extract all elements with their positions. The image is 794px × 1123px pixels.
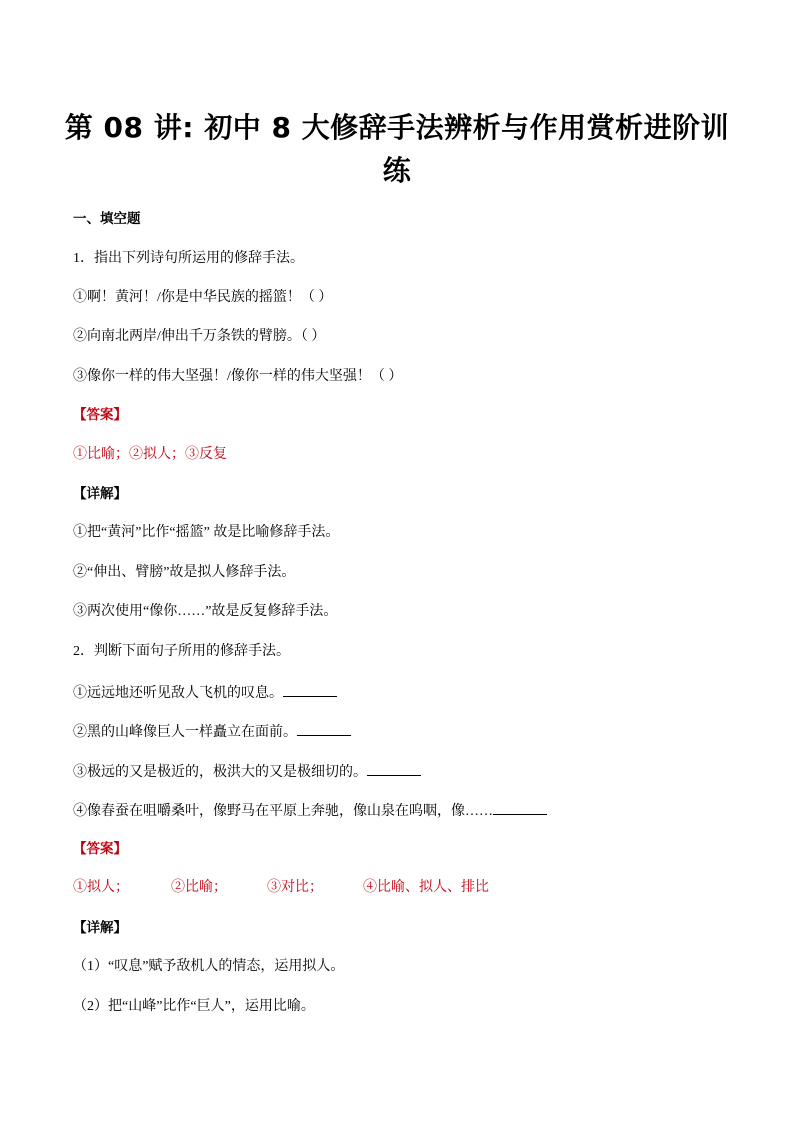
answer-text-1: ①比喻；②拟人；③反复 xyxy=(73,447,227,462)
answer-blank[interactable] xyxy=(283,682,337,697)
detail-label-2: 【详解】 xyxy=(73,920,127,936)
answer-2-part-4: ④比喻、拟人、排比 xyxy=(363,880,489,895)
answer-label-1: 【答案】 xyxy=(73,407,127,423)
question-2-item-3-text: ③极远的又是极近的，极洪大的又是极细切的。 xyxy=(73,765,367,780)
answer-blank[interactable] xyxy=(367,761,421,776)
page-title: 第 08 讲: 初中 8 大修辞手法辨析与作用赏析进阶训练 xyxy=(64,111,730,187)
question-2-stem: 2．判断下面句子所用的修辞手法。 xyxy=(73,644,290,659)
section-heading: 一、填空题 xyxy=(73,211,141,227)
detail-1-line-1: ①把“黄河”比作“摇篮” 故是比喻修辞手法。 xyxy=(73,525,340,540)
answer-label-2: 【答案】 xyxy=(73,841,127,857)
question-2-item-2-text: ②黑的山峰像巨人一样矗立在面前。 xyxy=(73,725,297,740)
answer-blank[interactable] xyxy=(297,721,351,736)
answer-2-part-2: ②比喻； xyxy=(171,880,227,895)
answer-text-2 xyxy=(73,879,489,897)
question-2-item-3 xyxy=(73,761,421,782)
question-1-stem: 1．指出下列诗句所运用的修辞手法。 xyxy=(73,251,304,266)
answer-2-part-3: ③对比； xyxy=(267,880,323,895)
answer-blank[interactable] xyxy=(493,800,547,815)
detail-label-1: 【详解】 xyxy=(73,486,127,502)
question-2-item-1 xyxy=(73,682,337,703)
question-2-item-4 xyxy=(73,800,547,821)
detail-2-line-2: （2）把“山峰”比作“巨人”，运用比喻。 xyxy=(73,999,315,1014)
question-1-item-2: ②向南北两岸/伸出千万条铁的臂膀。（ ） xyxy=(73,329,326,344)
detail-1-line-3: ③两次使用“像你……”故是反复修辞手法。 xyxy=(73,604,338,619)
question-1-item-1: ①啊！黄河！/你是中华民族的摇篮！（ ） xyxy=(73,290,333,305)
question-1-item-3: ③像你一样的伟大坚强！/像你一样的伟大坚强！（ ） xyxy=(73,369,403,384)
detail-1-line-2: ②“伸出、臂膀”故是拟人修辞手法。 xyxy=(73,565,296,580)
answer-2-part-1: ①拟人； xyxy=(73,880,129,895)
detail-2-line-1: （1）“叹息”赋予敌机人的情态，运用拟人。 xyxy=(73,959,345,974)
question-2-item-2 xyxy=(73,721,351,742)
question-2-item-4-text: ④像春蚕在咀嚼桑叶，像野马在平原上奔驰，像山泉在呜咽，像…… xyxy=(73,804,493,819)
question-2-item-1-text: ①远远地还听见敌人飞机的叹息。 xyxy=(73,686,283,701)
